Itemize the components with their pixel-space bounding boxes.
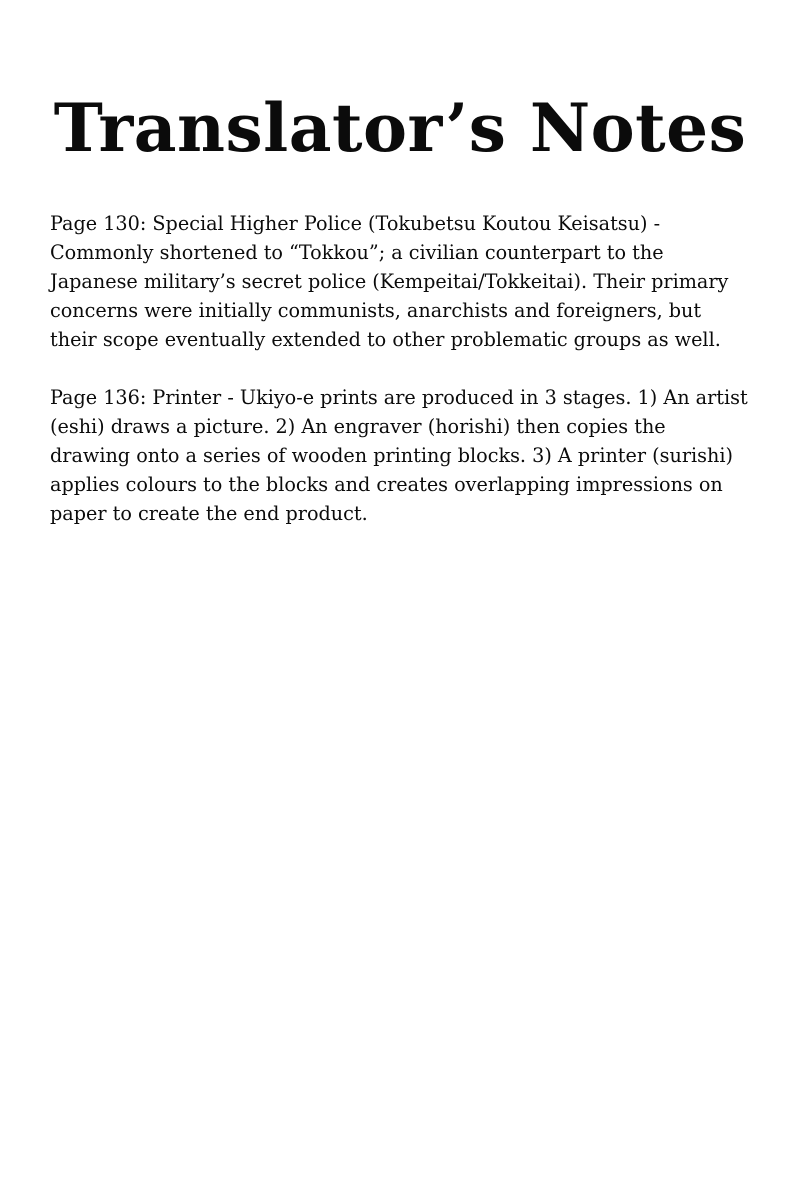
page-title: Translator’s Notes	[53, 89, 747, 167]
notes-list	[50, 209, 750, 528]
note-paragraph-page-130: Page 130: Special Higher Police (Tokubetsu Koutou Keisatsu) - Commonly shortened to “Tokkou”; a civilian counterpart to the Japanese military’s secret police (Kempeitai/Tokkeitai). Their primary concerns were initially communists, anarchists and foreigners, but their scope eventually extended to other problematic groups as well.	[50, 212, 729, 351]
note-paragraph-page-136: Page 136: Printer - Ukiyo-e prints are produced in 3 stages. 1) An artist (eshi) draws a picture. 2) An engraver (horishi) then copies the drawing onto a series of wooden printing blocks. 3) A printer (surishi) applies colours to the blocks and creates overlapping impressions on paper to create the end product.	[50, 386, 748, 525]
